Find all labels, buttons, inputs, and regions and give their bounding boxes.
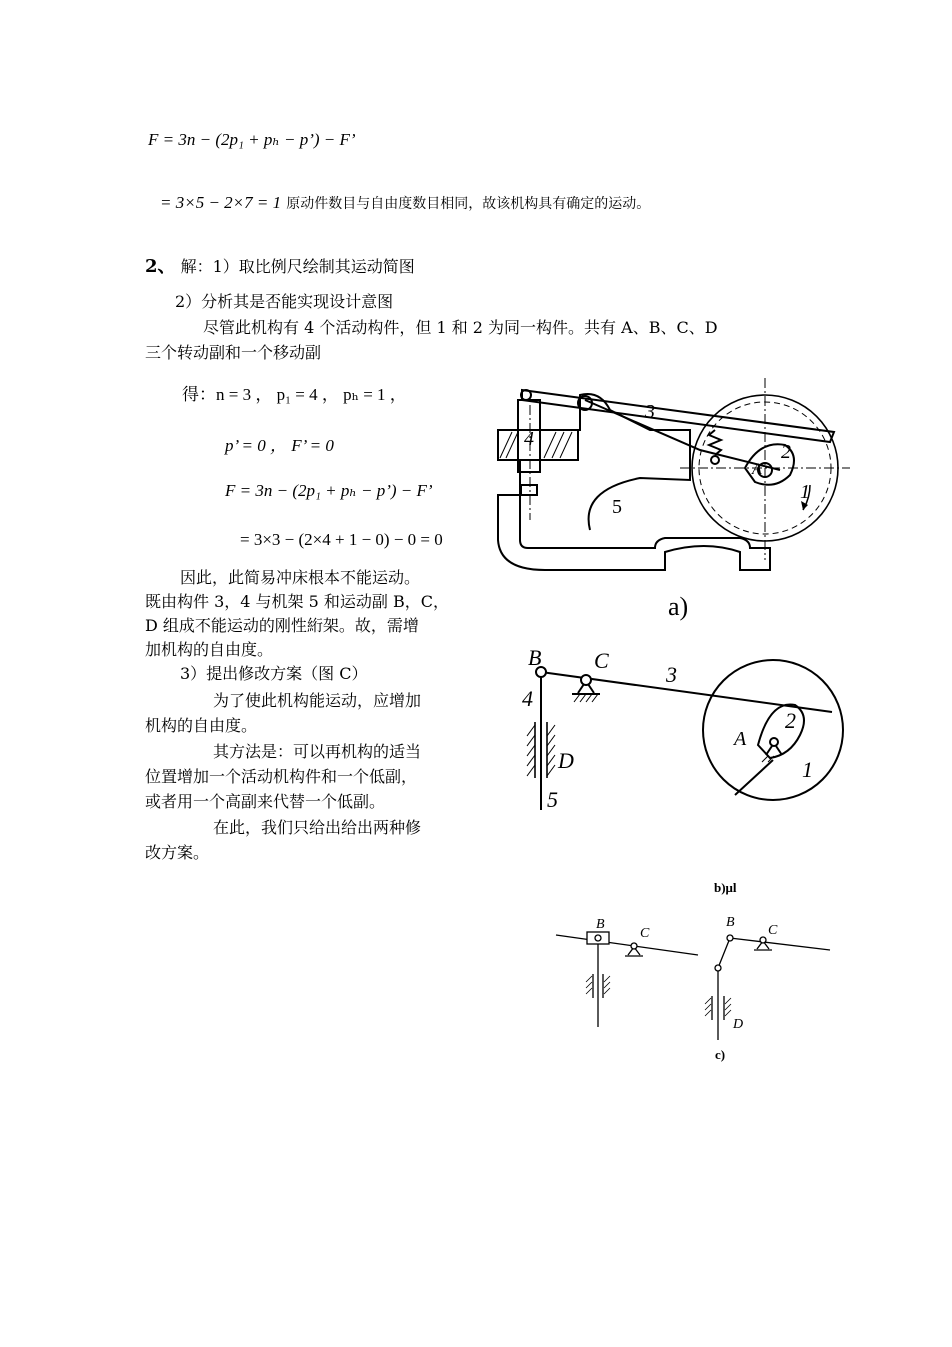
para3-line2: 位置增加一个活动机构件和一个低副， bbox=[145, 767, 418, 786]
fig-b-label-4: 4 bbox=[522, 686, 533, 711]
fig-b-label-B: B bbox=[528, 645, 542, 670]
para4-line1: 在此，我们只给出给出两种修 bbox=[213, 818, 422, 837]
fig-a-label-5: 5 bbox=[612, 496, 622, 518]
fig-c-label-B-right: B bbox=[726, 915, 735, 930]
para1-line2: 既由构件 3，4 与机架 5 和运动副 B，C， bbox=[145, 592, 449, 611]
equation-2-math: = 3×5 − 2×7 = 1 bbox=[160, 193, 282, 212]
fig-c-label-B-left: B bbox=[596, 917, 605, 932]
section-2-line1: 解：1）取比例尺绘制其运动简图 bbox=[180, 257, 415, 276]
fig-c-label-C-right: C bbox=[768, 923, 778, 938]
para2-line1: 为了使此机构能运动，应增加 bbox=[213, 691, 422, 710]
equation-2-text: 原动件数目与自由度数目相同，故该机构具有确定的运动。 bbox=[286, 196, 651, 212]
fig-a-label-1: 1 bbox=[800, 481, 810, 503]
fig-b-label-1: 1 bbox=[802, 757, 813, 782]
fig-b-label-D: D bbox=[558, 748, 574, 773]
para1-line1: 因此，此简易冲床根本不能运动。 bbox=[180, 568, 421, 587]
section-2-line3: 尽管此机构有 4 个活动构件，但 1 和 2 为同一构件。共有 A、B、C、D bbox=[203, 318, 718, 337]
para1-line3: D 组成不能运动的刚性絎架。故，需增 bbox=[145, 616, 419, 635]
section-2-line4: 三个转动副和一个移动副 bbox=[145, 343, 322, 362]
calc-line-2: = 3×3 − (2×4 + 1 − 0) − 0 = 0 bbox=[240, 530, 443, 549]
fig-c-label-D: D bbox=[733, 1017, 744, 1032]
fig-a-label-A: A bbox=[752, 461, 762, 478]
para2-line2: 机构的自由度。 bbox=[145, 716, 258, 735]
equation-1: F = 3n − (2p₁ + pₕ − p’) − F’ bbox=[148, 130, 356, 149]
fig-c-caption: c) bbox=[715, 1047, 726, 1062]
item-3: 3）提出修改方案（图 C） bbox=[180, 664, 368, 683]
fig-a-caption: a) bbox=[668, 592, 689, 621]
fig-a-label-3: 3 bbox=[645, 401, 655, 423]
fig-b-label-2: 2 bbox=[785, 708, 796, 733]
para4-line2: 改方案。 bbox=[145, 843, 210, 862]
given-line-1: 得：n = 3 ， p₁ = 4 ， pₕ = 1 ， bbox=[182, 385, 407, 404]
fig-b-label-5: 5 bbox=[547, 787, 558, 812]
fig-b-label-C: C bbox=[594, 648, 609, 673]
section-2-line2: 2）分析其是否能实现设计意图 bbox=[175, 292, 394, 311]
calc-line-1: F = 3n − (2p₁ + pₕ − p’) − F’ bbox=[225, 481, 433, 500]
given-line-2: p’ = 0 ， F’ = 0 bbox=[225, 436, 334, 455]
fig-b-label-3: 3 bbox=[666, 662, 677, 687]
fig-a-label-4: 4 bbox=[524, 428, 534, 450]
para1-line4: 加机构的自由度。 bbox=[145, 640, 274, 659]
section-2-number: 2、 bbox=[145, 256, 176, 277]
para3-line1: 其方法是：可以再机构的适当 bbox=[213, 742, 422, 761]
fig-c-label-C-left: C bbox=[640, 926, 650, 941]
para3-line3: 或者用一个高副来代替一个低副。 bbox=[145, 792, 386, 811]
fig-b-label-A: A bbox=[734, 728, 747, 750]
fig-b-caption: b)μl bbox=[714, 880, 737, 895]
fig-a-label-2: 2 bbox=[781, 441, 791, 463]
